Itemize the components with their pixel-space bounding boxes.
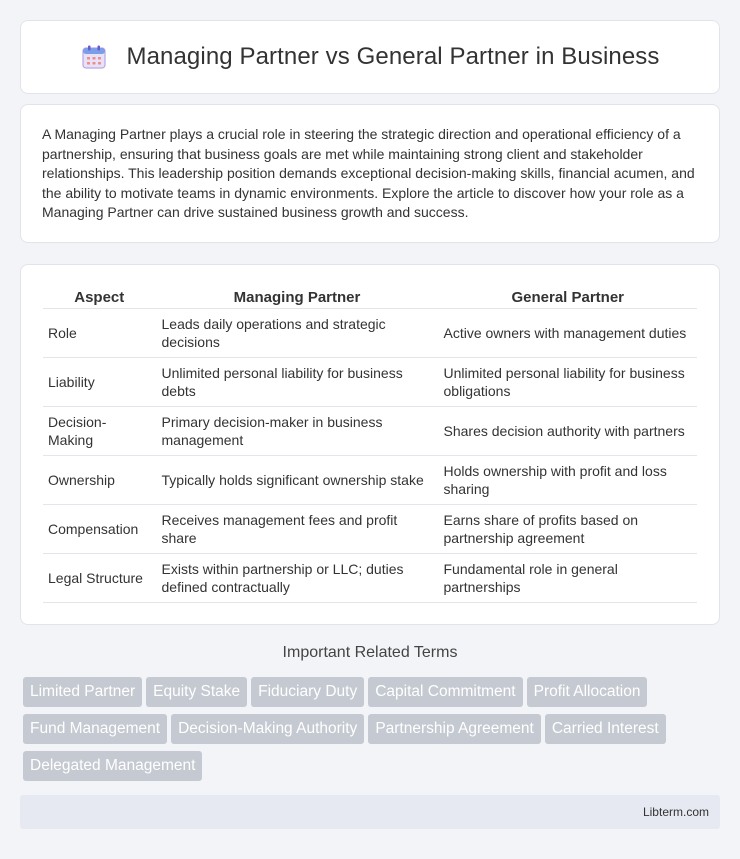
table-row xyxy=(43,309,697,358)
comparison-table xyxy=(43,285,697,603)
table-row xyxy=(43,358,697,407)
related-term-tag[interactable]: Decision-Making Authority xyxy=(171,714,364,744)
column-header-aspect: Aspect xyxy=(43,285,156,309)
related-term-tag[interactable]: Carried Interest xyxy=(545,714,666,744)
table-cell-managing: Exists within partnership or LLC; duties defined contractually xyxy=(156,554,438,603)
footer xyxy=(20,795,720,829)
comparison-card xyxy=(20,264,720,625)
table-cell-managing: Primary decision-maker in business management xyxy=(156,407,438,456)
intro-card xyxy=(20,104,720,243)
related-term-tag[interactable]: Fiduciary Duty xyxy=(251,677,364,707)
table-cell-general: Active owners with management duties xyxy=(438,309,697,358)
table-cell-aspect: Role xyxy=(43,309,156,358)
related-terms-title: Important Related Terms xyxy=(282,644,458,661)
column-header-managing-partner: Managing Partner xyxy=(156,285,438,309)
table-cell-aspect: Legal Structure xyxy=(43,554,156,603)
table-cell-general: Holds ownership with profit and loss sharing xyxy=(438,456,697,505)
page-title: Managing Partner vs General Partner in Business xyxy=(126,43,660,70)
table-row xyxy=(43,554,697,603)
related-term-tag[interactable]: Partnership Agreement xyxy=(368,714,541,744)
table-cell-aspect: Liability xyxy=(43,358,156,407)
column-header-general-partner: General Partner xyxy=(438,285,697,309)
table-cell-general: Earns share of profits based on partnership agreement xyxy=(438,505,697,554)
table-row xyxy=(43,407,697,456)
table-cell-managing: Unlimited personal liability for business debts xyxy=(156,358,438,407)
table-cell-general: Fundamental role in general partnerships xyxy=(438,554,697,603)
table-cell-general: Unlimited personal liability for business obligations xyxy=(438,358,697,407)
table-cell-general: Shares decision authority with partners xyxy=(438,407,697,456)
table-cell-managing: Receives management fees and profit share xyxy=(156,505,438,554)
table-header-row xyxy=(43,285,697,309)
header-card xyxy=(20,20,720,94)
table-cell-aspect: Ownership xyxy=(43,456,156,505)
related-term-tag[interactable]: Capital Commitment xyxy=(368,677,522,707)
table-row xyxy=(43,505,697,554)
footer-site-link[interactable]: Libterm.com xyxy=(642,805,709,819)
table-cell-managing: Typically holds significant ownership stake xyxy=(156,456,438,505)
intro-text: A Managing Partner plays a crucial role in steering the strategic direction and operational efficiency of a partnership, ensuring that business goals are met while maintaining strong client and stakeholder relationships. This leadership position demands exceptional decision-making skills, financial acumen, and the ability to motivate teams in dynamic environments. Explore the article to discover how your role as a Managing Partner can drive sustained business growth and success. xyxy=(42,126,695,221)
related-term-tag[interactable]: Fund Management xyxy=(23,714,167,744)
related-term-tag[interactable]: Delegated Management xyxy=(23,751,202,781)
table-cell-managing: Leads daily operations and strategic decisions xyxy=(156,309,438,358)
table-cell-aspect: Compensation xyxy=(43,505,156,554)
related-term-tag[interactable]: Equity Stake xyxy=(146,677,247,707)
related-term-tag[interactable]: Limited Partner xyxy=(23,677,142,707)
related-terms-list xyxy=(23,677,723,788)
related-term-tag[interactable]: Profit Allocation xyxy=(527,677,648,707)
table-row xyxy=(43,456,697,505)
table-cell-aspect: Decision-Making xyxy=(43,407,156,456)
calendar-icon xyxy=(81,44,107,70)
